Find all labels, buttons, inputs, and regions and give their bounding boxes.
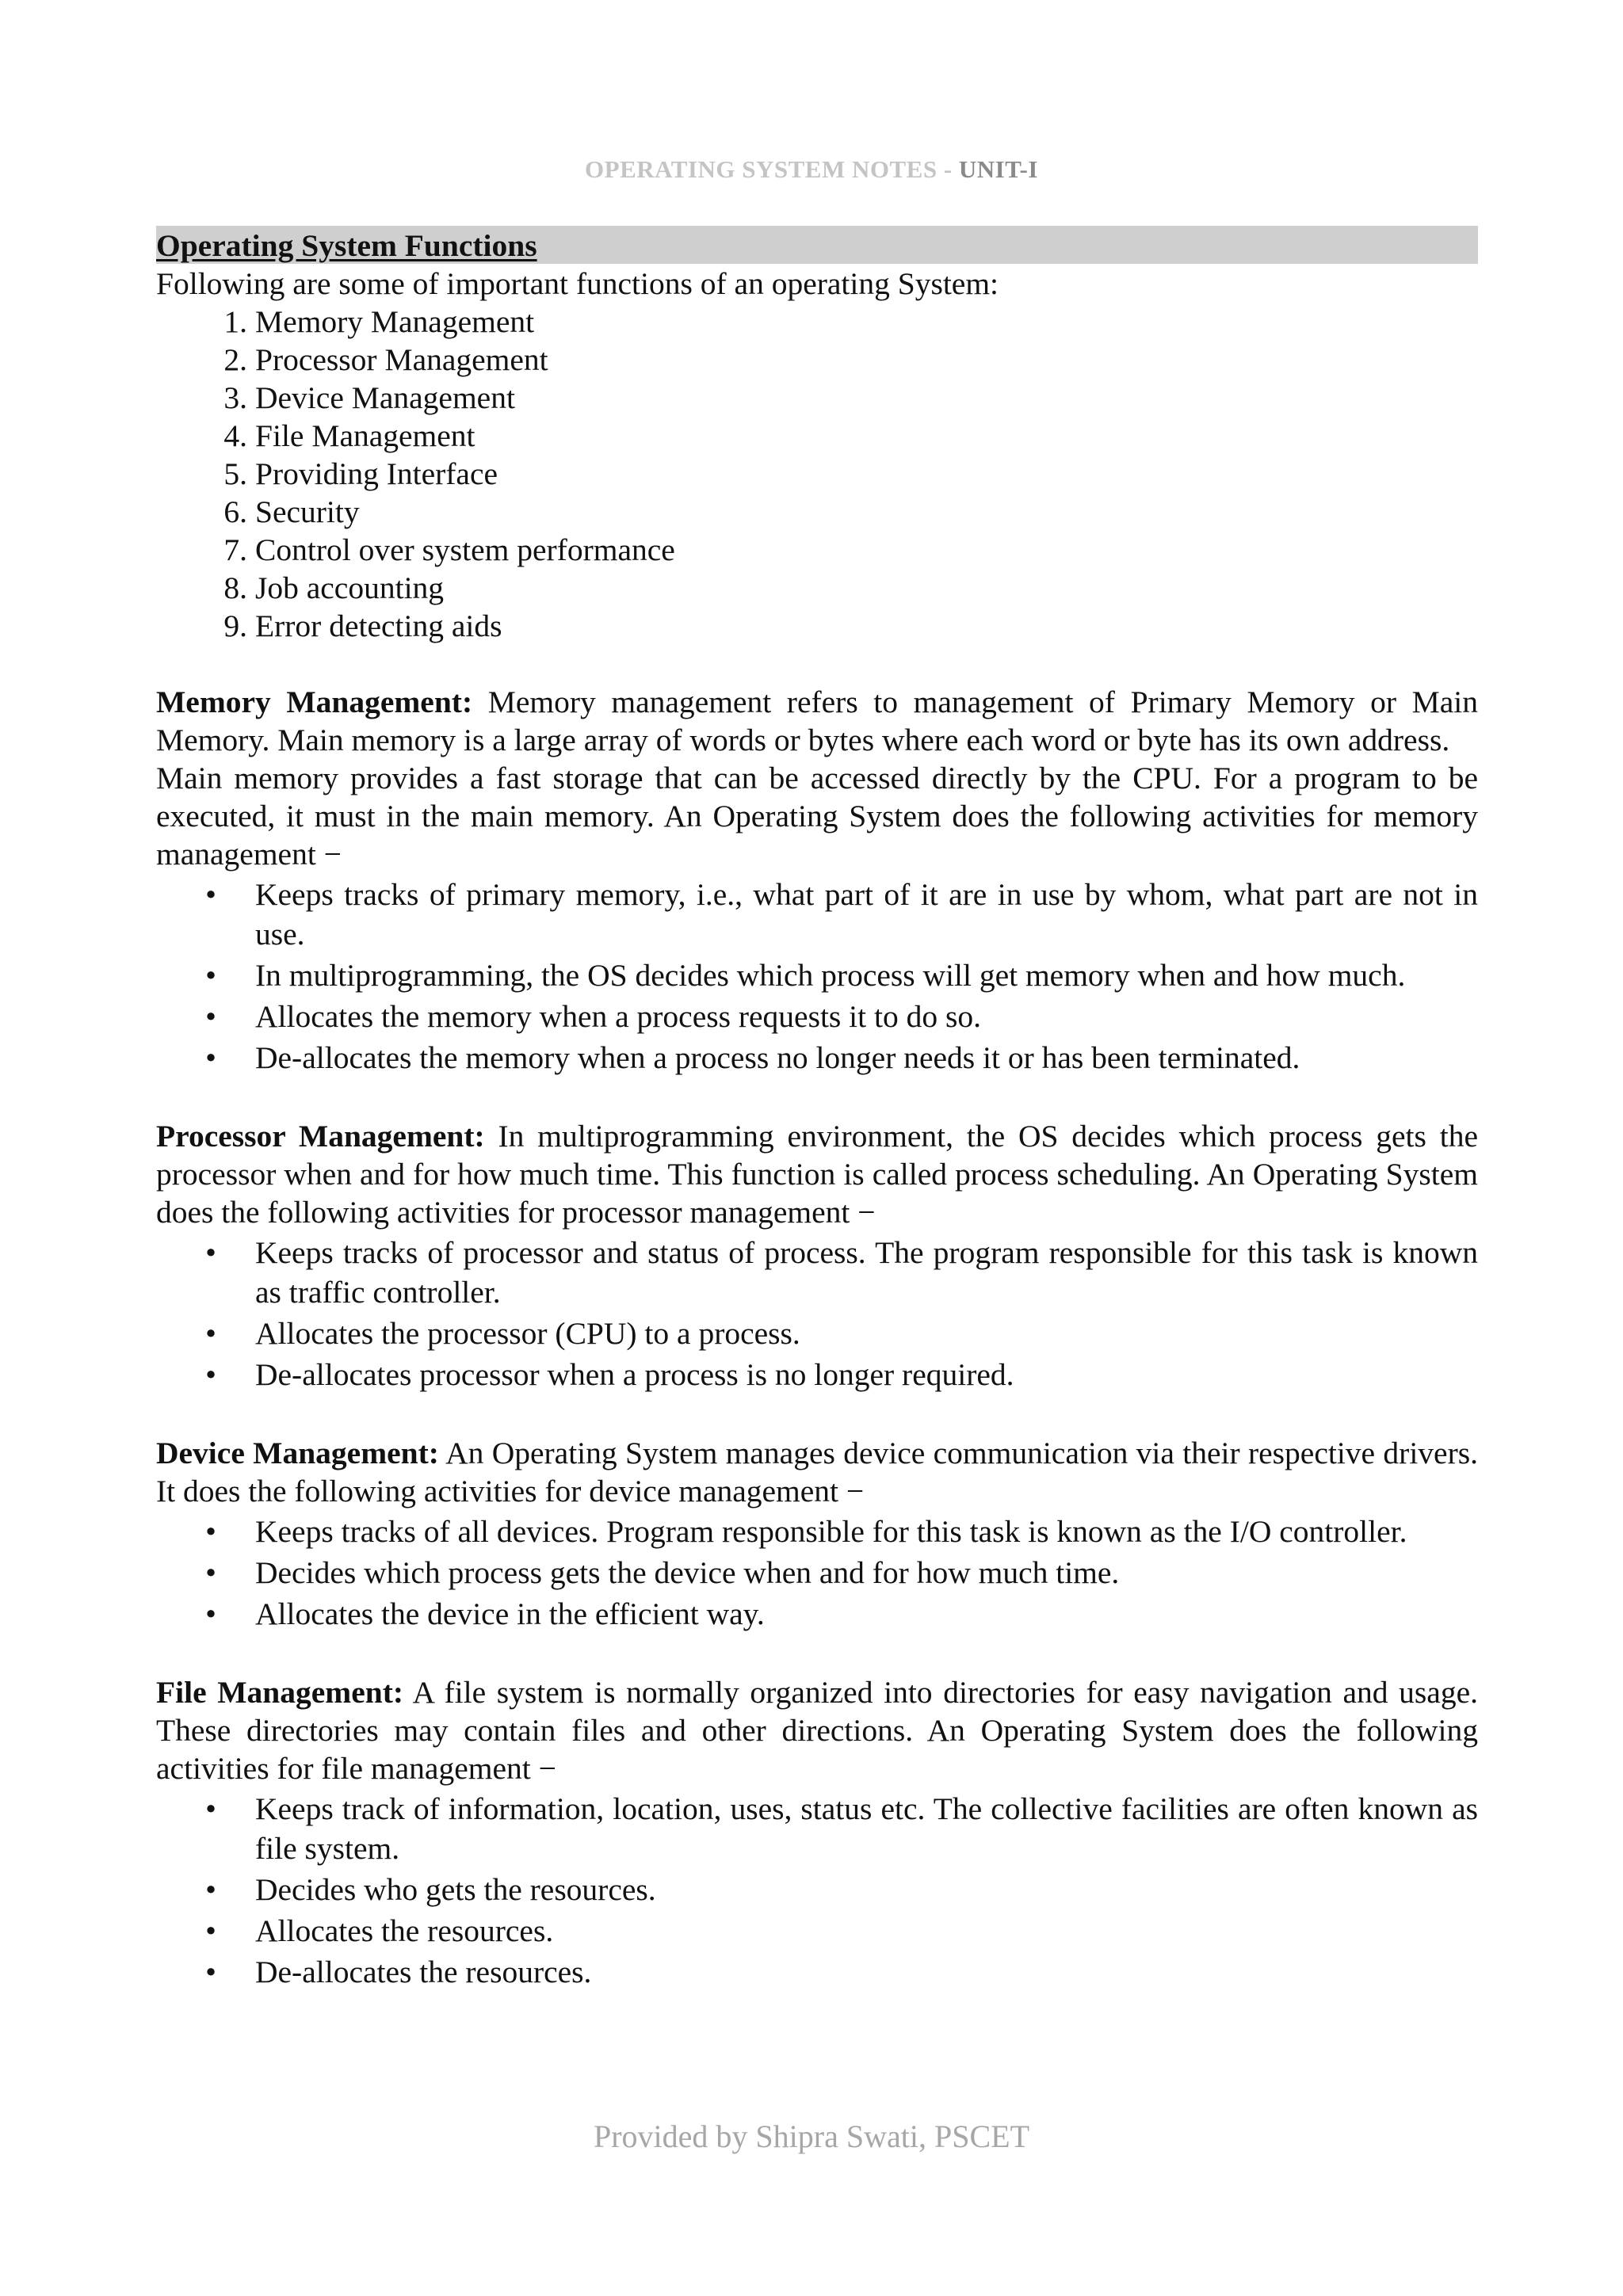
list-item	[156, 1789, 1478, 1868]
bullet-icon: •	[205, 958, 216, 993]
list-number: 3.	[223, 380, 247, 415]
list-number: 4.	[223, 418, 247, 453]
bullet-icon: •	[205, 1955, 216, 1989]
file-management-paragraph	[156, 1673, 1478, 1787]
list-item	[156, 1314, 1478, 1353]
functions-list-item	[156, 607, 1478, 645]
page-footer: Provided by Shipra Swati, PSCET	[593, 2119, 1030, 2154]
list-item-text: Keeps tracks of processor and status of process. The program responsible for this task is known as traffic controller.	[255, 1235, 1478, 1310]
list-item-label: Providing Interface	[255, 456, 498, 491]
list-number: 1.	[223, 304, 247, 339]
bullet-icon: •	[205, 1514, 216, 1549]
list-item	[156, 955, 1478, 995]
list-item	[156, 1952, 1478, 1992]
list-item	[156, 1870, 1478, 1909]
bullet-icon: •	[205, 877, 216, 912]
device-management-lead: Device Management:	[156, 1436, 439, 1470]
file-activities-list	[156, 1789, 1478, 1992]
bullet-icon: •	[205, 999, 216, 1034]
bullet-icon: •	[205, 1791, 216, 1826]
memory-management-paragraph	[156, 683, 1478, 759]
list-item	[156, 1512, 1478, 1551]
spacer	[156, 1635, 1478, 1673]
functions-list-item	[156, 379, 1478, 417]
page-content	[156, 226, 1478, 1993]
file-management-lead: File Management:	[156, 1675, 404, 1710]
list-item-label: Security	[255, 494, 360, 529]
list-item-label: Error detecting aids	[255, 608, 502, 643]
list-item-label: Processor Management	[255, 342, 548, 377]
functions-list-item	[156, 455, 1478, 493]
functions-list-item	[156, 303, 1478, 341]
list-number: 5.	[223, 456, 247, 491]
functions-list	[156, 303, 1478, 645]
list-item-text: Decides who gets the resources.	[255, 1872, 656, 1907]
list-item-label: Device Management	[255, 380, 515, 415]
page-header	[0, 155, 1623, 184]
bullet-icon: •	[205, 1316, 216, 1351]
list-item-text: Allocates the processor (CPU) to a process.	[255, 1316, 800, 1351]
spacer	[156, 1079, 1478, 1117]
list-number: 6.	[223, 494, 247, 529]
list-item-text: In multiprogramming, the OS decides which process will get memory when and how much.	[255, 958, 1406, 993]
bullet-icon: •	[205, 1913, 216, 1948]
device-management-paragraph	[156, 1434, 1478, 1510]
list-item-text: Allocates the device in the efficient way.	[255, 1596, 765, 1631]
memory-management-lead: Memory Management:	[156, 685, 473, 719]
list-item-text: Allocates the memory when a process requests it to do so.	[255, 999, 981, 1034]
spacer	[156, 645, 1478, 683]
list-item-label: File Management	[255, 418, 475, 453]
functions-list-item	[156, 531, 1478, 569]
memory-management-text: Memory management refers to management of Primary Memory or Main Memory. Main memory is a large array of words or bytes where each word or byte has its own address.	[156, 685, 1478, 757]
list-item-label: Job accounting	[255, 570, 445, 605]
list-item-label: Memory Management	[255, 304, 535, 339]
list-item-text: De-allocates processor when a process is no longer required.	[255, 1357, 1014, 1392]
functions-list-item	[156, 493, 1478, 531]
functions-list-item	[156, 341, 1478, 379]
processor-management-paragraph	[156, 1117, 1478, 1231]
memory-management-paragraph-2: Main memory provides a fast storage that can be accessed directly by the CPU. For a program to be executed, it must in the main memory. An Operating System does the following activities for memory management −	[156, 761, 1478, 871]
bullet-icon: •	[205, 1040, 216, 1075]
list-item	[156, 1355, 1478, 1394]
list-item-text: Decides which process gets the device when and for how much time.	[255, 1555, 1120, 1590]
intro-paragraph: Following are some of important functions of an operating System:	[156, 266, 999, 301]
functions-list-item	[156, 569, 1478, 607]
list-item-text: De-allocates the resources.	[255, 1955, 592, 1989]
list-item	[156, 1038, 1478, 1077]
spacer	[156, 1396, 1478, 1434]
list-item	[156, 1911, 1478, 1951]
list-item-text: De-allocates the memory when a process no longer needs it or has been terminated.	[255, 1040, 1300, 1075]
list-item-label: Control over system performance	[255, 532, 675, 567]
list-item-text: Allocates the resources.	[255, 1913, 554, 1948]
section-heading: Operating System Functions	[156, 226, 1478, 264]
bullet-icon: •	[205, 1555, 216, 1590]
list-item-text: Keeps track of information, location, uses, status etc. The collective facilities are often known as file system.	[255, 1791, 1478, 1866]
bullet-icon: •	[205, 1872, 216, 1907]
list-item	[156, 1594, 1478, 1634]
bullet-icon: •	[205, 1235, 216, 1270]
memory-activities-list	[156, 875, 1478, 1077]
list-number: 2.	[223, 342, 247, 377]
list-item	[156, 1553, 1478, 1592]
list-item-text: Keeps tracks of all devices. Program responsible for this task is known as the I/O controller.	[255, 1514, 1407, 1549]
list-number: 8.	[223, 570, 247, 605]
list-item	[156, 997, 1478, 1036]
processor-management-text: In multiprogramming environment, the OS decides which process gets the processor when and for how much time. This function is called process scheduling. An Operating System does the following activities for processor management −	[156, 1119, 1478, 1230]
list-item-text: Keeps tracks of primary memory, i.e., what part of it are in use by whom, what part are not in use.	[255, 877, 1478, 952]
list-number: 7.	[223, 532, 247, 567]
functions-list-item	[156, 417, 1478, 455]
list-item	[156, 875, 1478, 954]
list-item	[156, 1233, 1478, 1312]
header-title-unit: UNIT-I	[958, 155, 1038, 183]
device-activities-list	[156, 1512, 1478, 1634]
list-number: 9.	[223, 608, 247, 643]
bullet-icon: •	[205, 1596, 216, 1631]
header-title-light: OPERATING SYSTEM NOTES -	[585, 155, 959, 183]
processor-management-lead: Processor Management:	[156, 1119, 485, 1154]
bullet-icon: •	[205, 1357, 216, 1392]
processor-activities-list	[156, 1233, 1478, 1394]
file-management-text: A file system is normally organized into directories for easy navigation and usage. These directories may contain files and other directions. An Operating System does the following activities for file management −	[156, 1675, 1478, 1786]
device-management-text: An Operating System manages device communication via their respective drivers. It does the following activities for device management −	[156, 1436, 1478, 1508]
